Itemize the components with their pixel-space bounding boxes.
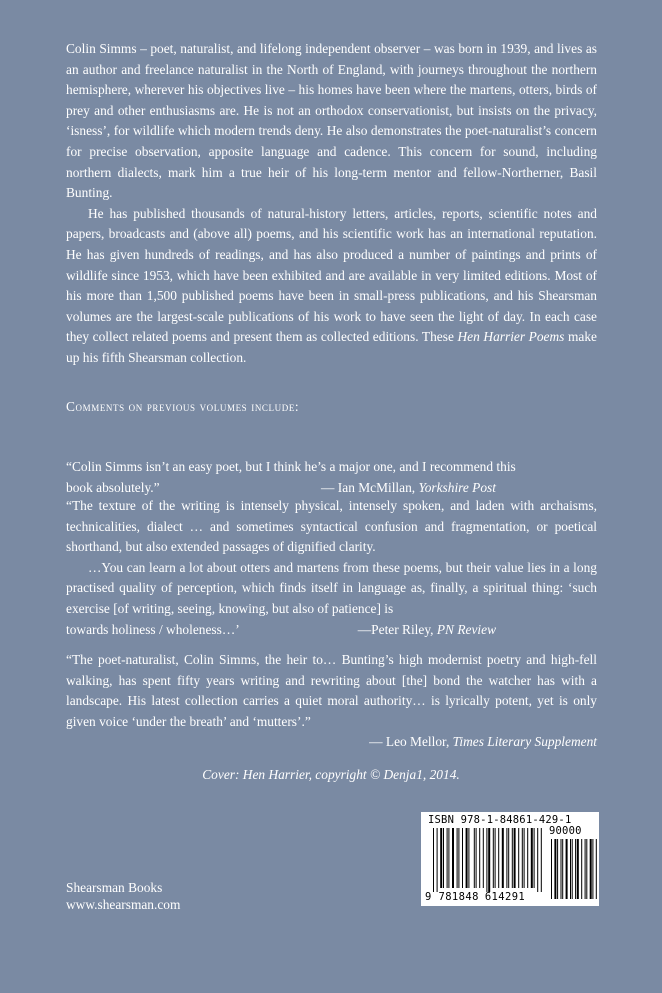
barcode-bar	[493, 828, 494, 888]
barcode-bar	[562, 839, 563, 899]
barcode-bar	[476, 828, 477, 888]
barcode-bar	[586, 839, 587, 899]
attribution-source: PN Review	[436, 621, 496, 637]
barcode-bar	[437, 828, 438, 892]
quote-text: “The poet-naturalist, Colin Simms, the heir to… Bunting’s high modernist poetry and high-fell walking, has spent fifty years writing and rewriting about [the] bond the watcher has with a landscape. His latest collection carries a quiet moral authority… is lyrically potent, yet is only given voice ‘under the breath’ and ‘mutters’.”	[66, 652, 597, 729]
barcode-bar	[433, 828, 434, 892]
barcode-bar	[557, 839, 558, 899]
ean-first-digit: 9	[425, 891, 432, 903]
quote-paragraph-2: …You can learn a lot about otters and martens from these poems, but their value lies in a long practised quality of perception, which finds itself in language as, finally, a spiritual thing: ‘such exercise [of writing, seeing, knowing, but also of patience] is	[66, 559, 597, 616]
quote-text-end: book absolutely.”	[66, 479, 160, 495]
ean-digits	[425, 891, 525, 903]
barcode-bar	[447, 828, 448, 888]
attribution-name: — Leo Mellor,	[369, 734, 453, 750]
quote-mellor	[66, 650, 597, 753]
quote-text: “Colin Simms isn’t an easy poet, but I think he’s a major one, and I recommend this	[66, 459, 516, 474]
barcode-bar	[443, 828, 444, 888]
barcode-bar	[518, 828, 519, 888]
ean-left-group: 781848	[438, 891, 479, 903]
barcode-bar	[462, 828, 463, 888]
attribution-name: —Peter Riley,	[357, 621, 437, 637]
publisher-url: www.shearsman.com	[66, 897, 181, 912]
isbn-barcode	[421, 812, 599, 906]
quote-attribution	[66, 732, 597, 753]
barcode-bar	[495, 828, 496, 888]
barcode-bar	[577, 839, 579, 899]
barcode-bar	[452, 828, 454, 888]
barcode-bar	[581, 839, 582, 899]
bio-paragraph-2-ending: make up his fifth Shearsman collection.	[66, 329, 597, 365]
author-biography	[66, 39, 597, 369]
bio-paragraph-2-text: He has published thousands of natural-history letters, articles, reports, scientific notes and papers, broadcasts and (above all) poems, and his scientific work has an international reputation. He has given hundreds of readings, and has also produced a number of paintings and prints of wildlife since 1953, which have been exhibited and are available in very limited editions. Most of his more than 1,500 published poems have been in small-press publications, and his Shearsman volumes are the largest-scale publications of his work to have seen the light of day. In each case they collect related poems and present them as collected editions. These	[66, 205, 597, 345]
barcode-bar	[534, 828, 535, 888]
publisher-info	[66, 879, 180, 913]
quote-riley	[66, 496, 597, 640]
quote-attribution	[358, 620, 496, 641]
barcode-bar	[457, 828, 458, 888]
barcode-bar	[468, 828, 469, 888]
quote-mcmillan	[66, 457, 597, 498]
ean-right-group: 614291	[484, 891, 526, 903]
publisher-name: Shearsman Books	[66, 880, 163, 895]
barcode-bar	[575, 839, 576, 899]
barcode-bar	[512, 828, 513, 888]
barcode-bar	[541, 828, 542, 892]
barcode-bar	[524, 828, 525, 888]
barcode-bar	[479, 828, 480, 888]
barcode-bar	[592, 839, 593, 899]
barcode-bar	[474, 828, 475, 888]
bio-paragraph-1: Colin Simms – poet, naturalist, and lifelong independent observer – was born in 1939, and lives as an author and freelance naturalist in the North of England, with journeys throughout the northern hemisphere, wherever his objectives live – his homes have been where the martens, otters, birds of prey and other enthusiasms are. He is not an orthodox conservationist, but insists on the privacy, ‘isness’, for wildlife which modern trends deny. He also demonstrates the poet-naturalist’s concern for precise observation, apposite language and cadence. This concern for sound, including northern dialects, mark him a true heir of his long-term mentor and fellow-Northerner, Basil Bunting.	[66, 41, 597, 201]
barcode-bar	[527, 828, 528, 888]
barcode-bar	[561, 839, 562, 899]
barcode-bar	[590, 839, 592, 899]
attribution-source: Times Literary Supplement	[452, 734, 597, 750]
quote-text-end: towards holiness / wholeness…’	[66, 621, 240, 637]
barcode-bar	[537, 828, 538, 892]
barcode-bar	[508, 828, 509, 888]
barcode-bar	[483, 828, 484, 888]
barcode-bar	[596, 839, 597, 899]
barcode-bar	[514, 828, 516, 888]
barcode-bar	[498, 828, 499, 888]
barcode-bar	[506, 828, 507, 888]
barcode-bar	[551, 839, 552, 899]
attribution-name: — Ian McMillan,	[321, 479, 419, 495]
barcode-bar	[531, 828, 533, 888]
barcode-bar	[570, 839, 571, 899]
barcode-bar	[585, 839, 586, 899]
barcode-bar	[522, 828, 523, 888]
barcode-bar	[566, 839, 568, 899]
barcode-bar	[458, 828, 459, 888]
cover-credit: Cover: Hen Harrier, copyright © Denja1, 2014.	[202, 767, 460, 782]
barcode-bar	[440, 828, 442, 888]
barcode-bar	[448, 828, 449, 888]
barcode-bar	[486, 828, 487, 892]
barcode-bar	[554, 839, 556, 899]
isbn-number: ISBN 978-1-84861-429-1	[428, 814, 572, 826]
quote-paragraph-1: “The texture of the writing is intensely physical, intensely spoken, and laden with archaisms, technicalities, dialect … and sometimes syntactical confusion and fragmentation, or poetical shorthand, but also extended passages of dignified clarity.	[66, 498, 597, 555]
barcode-bar	[502, 828, 504, 888]
barcode-bar	[572, 839, 573, 899]
comments-heading: Comments on previous volumes include:	[66, 399, 300, 414]
barcode-bar	[466, 828, 468, 888]
price-addon-code: 90000	[549, 825, 582, 837]
barcode-bar	[488, 828, 490, 892]
bio-paragraph-2	[66, 204, 597, 369]
attribution-source: Yorkshire Post	[418, 479, 496, 495]
book-title: Hen Harrier Poems	[457, 329, 565, 345]
